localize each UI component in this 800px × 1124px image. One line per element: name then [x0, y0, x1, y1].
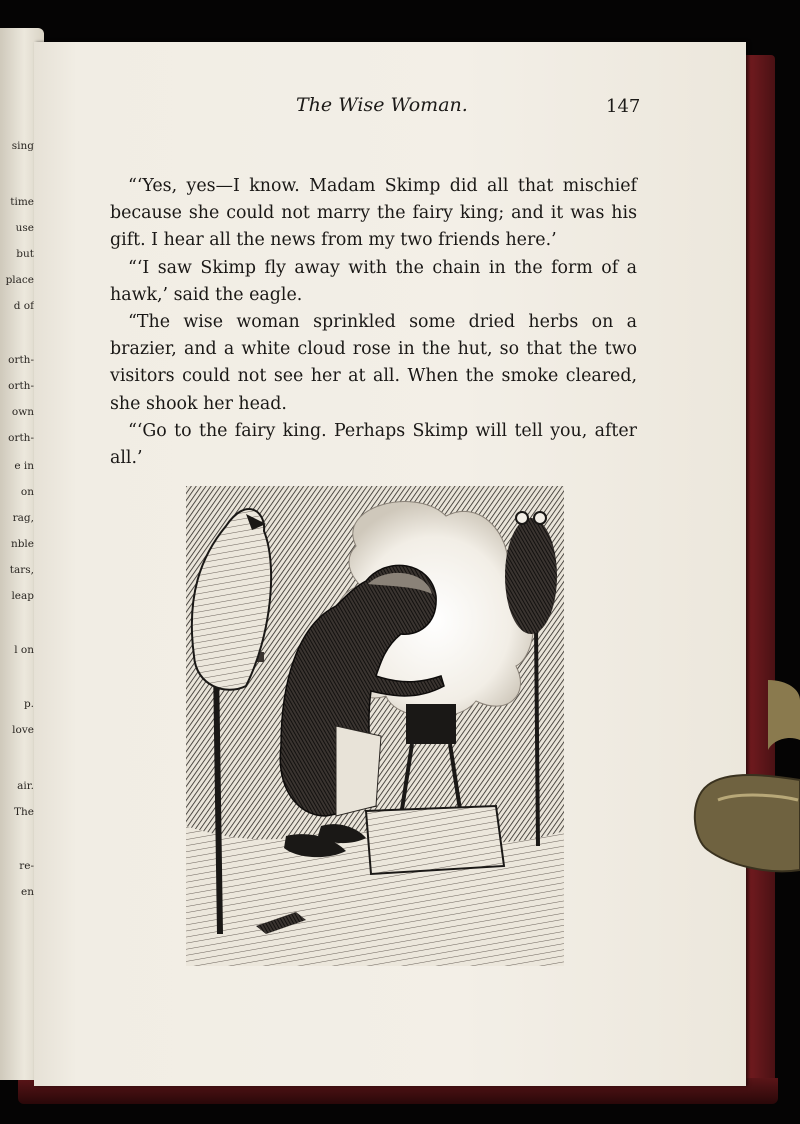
left-page-fragment: orth- [8, 432, 34, 444]
paragraph: “‘Yes, yes—I know. Madam Skimp did all that mischief because she could not marry the fairy king; and it was his gift. I hear all the news from my two friends here.’ [110, 176, 637, 251]
clasp-top [768, 680, 800, 750]
left-page-fragment: rag, [12, 512, 34, 524]
left-page-fragment: time [10, 196, 34, 208]
left-page-fragment: orth- [8, 354, 34, 366]
left-page-fragment: air. [17, 780, 34, 792]
left-page-fragment: on [20, 486, 34, 498]
paragraph: “‘Go to the fairy king. Perhaps Skimp will tell you, after all.’ [110, 420, 637, 469]
owl-eye [534, 512, 546, 524]
book-clasp [688, 680, 800, 880]
owl-perch [536, 626, 538, 846]
left-page-fragment: place [5, 274, 34, 286]
body-text [110, 173, 637, 472]
left-page-fragment: love [12, 724, 34, 736]
left-page-fragment: tars, [9, 564, 34, 576]
left-page-fragment: p. [23, 698, 34, 710]
left-page-fragment: sing [11, 140, 34, 152]
left-page-fragment: orth- [8, 380, 34, 392]
owl-eye [516, 512, 528, 524]
engraving-illustration [186, 486, 564, 966]
stone-block [366, 806, 504, 874]
left-page-fragment: The [14, 806, 34, 818]
page-number: 147 [606, 96, 641, 117]
woman-apron [336, 726, 381, 816]
left-page-fragment: own [11, 406, 34, 418]
running-head: The Wise Woman. [296, 94, 468, 116]
clasp-body [695, 775, 800, 871]
left-page-fragment: re- [19, 860, 34, 872]
left-page-fragment: e in [14, 460, 34, 472]
left-page-fragment: use [15, 222, 34, 234]
paragraph: “The wise woman sprinkled some dried herbs on a brazier, and a white cloud rose in the hut, so that the two visitors could not see her at all. When the smoke cleared, she shook her head. [110, 312, 637, 414]
paragraph: “‘I saw Skimp fly away with the chain in the form of a hawk,’ said the eagle. [110, 257, 637, 305]
owl [505, 518, 557, 634]
left-page-fragment: d of [13, 300, 34, 312]
left-page-fragment: leap [11, 590, 34, 602]
left-page-fragment: en [21, 886, 34, 898]
brazier [406, 704, 456, 744]
eagle-perch [216, 666, 220, 934]
left-page-fragment: nble [10, 538, 34, 550]
left-page-fragment: but [16, 248, 34, 260]
left-page-fragment: l on [14, 644, 34, 656]
